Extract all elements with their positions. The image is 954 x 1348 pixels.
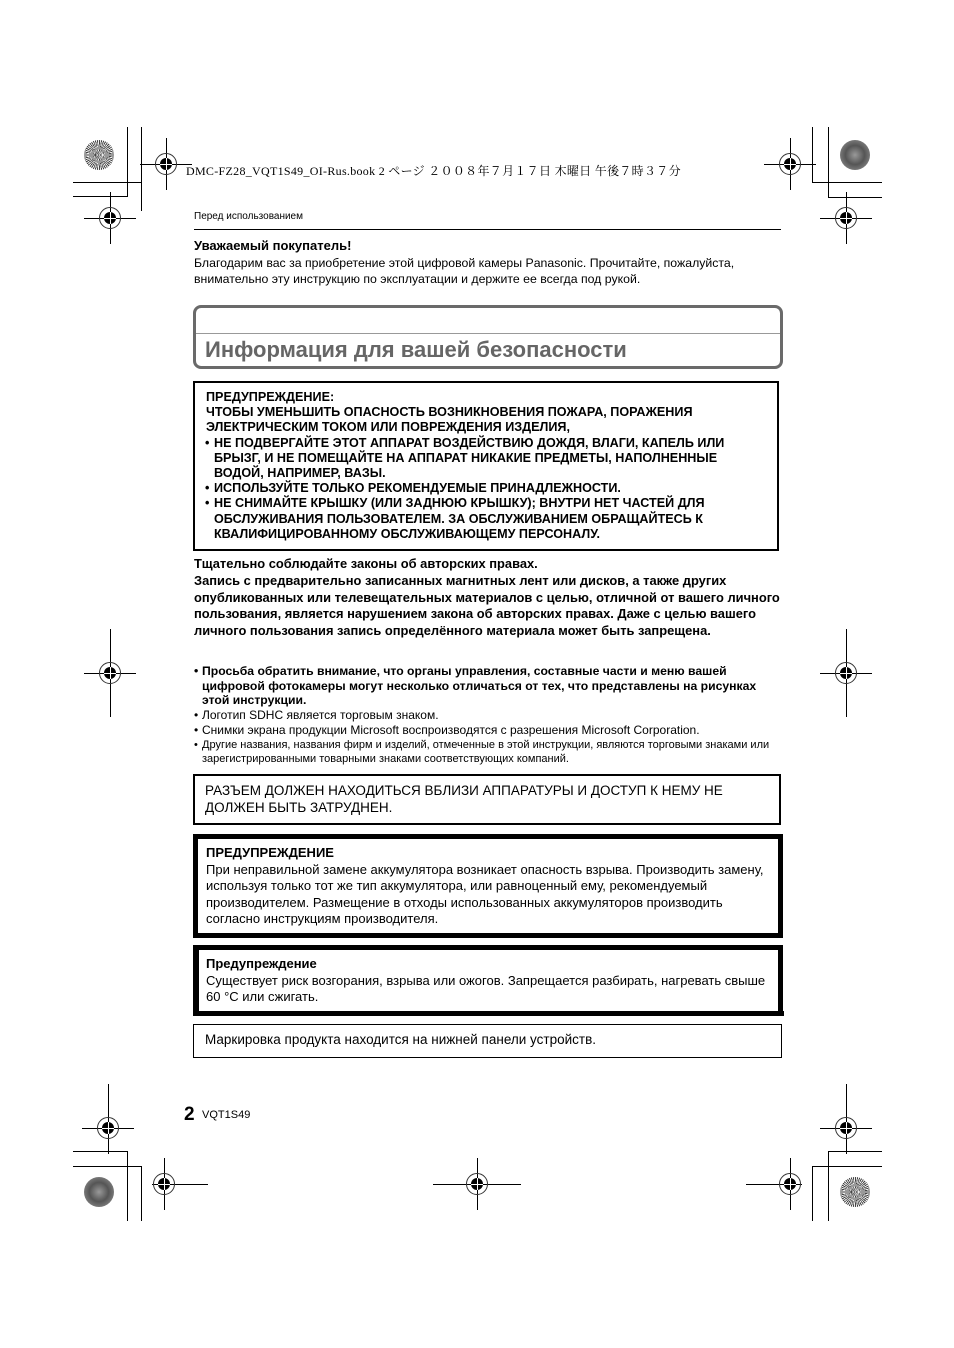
crop-line	[828, 127, 829, 197]
color-target-icon	[840, 1177, 870, 1207]
greeting-title: Уважаемый покупатель!	[194, 238, 352, 253]
crop-line	[73, 1151, 127, 1152]
crop-line	[73, 182, 142, 183]
warning-label: ПРЕДУПРЕЖДЕНИЕ:	[206, 390, 335, 404]
color-target-icon	[840, 140, 870, 170]
page-footer	[184, 1104, 250, 1126]
risk-warning-label: Предупреждение	[206, 956, 317, 971]
warning-item: • НЕ СНИМАЙТЕ КРЫШКУ (ИЛИ ЗАДНЮЮ КРЫШКУ); ВНУТРИ НЕТ ЧАСТЕЙ ДЛЯ ОБСЛУЖИВАНИЯ ПОЛЬЗОВАТЕЛЕМ. ЗА ОБСЛУЖИВАНИЕМ ОБРАЩАЙТЕСЬ К КВАЛИФИЦИРОВАННОМУ ОБСЛУЖИВАЮЩЕМУ ПЕРСОНАЛУ.	[206, 496, 767, 542]
notes-section	[194, 664, 784, 766]
risk-warning-box	[193, 945, 783, 1013]
doc-code: VQT1S49	[202, 1109, 251, 1121]
crop-line	[141, 127, 142, 211]
socket-notice-box: РАЗЪЕМ ДОЛЖЕН НАХОДИТЬСЯ ВБЛИЗИ АППАРАТУРЫ И ДОСТУП К НЕМУ НЕ ДОЛЖЕН БЫТЬ ЗАТРУДНЕН.	[193, 774, 781, 825]
crop-line	[828, 1151, 882, 1152]
page-number: 2	[184, 1104, 195, 1125]
crop-line	[127, 1151, 128, 1221]
risk-warning-body: Существует риск возгорания, взрыва или ожогов. Запрещается разбирать, нагревать свыше 60 °C или сжигать.	[206, 972, 766, 1004]
crop-line	[812, 127, 813, 182]
note-item: • Просьба обратить внимание, что органы управления, составные части и меню вашей цифровой фотокамеры могут несколько отличаться от тех, что представлены на рисунках этой инструкции.	[194, 664, 784, 708]
title-divider	[196, 333, 780, 334]
note-item: • Снимки экрана продукции Microsoft воспроизводятся с разрешения Microsoft Corporation.	[194, 723, 784, 738]
copyright-section	[194, 556, 784, 640]
crop-line	[127, 127, 128, 196]
crop-line	[828, 1151, 829, 1221]
color-target-icon	[84, 1177, 114, 1207]
color-target-icon	[84, 140, 114, 170]
header-rule	[194, 229, 781, 230]
page-title: Информация для вашей безопасности	[205, 337, 627, 362]
crop-line	[73, 1166, 142, 1167]
copyright-title: Тщательно соблюдайте законы об авторских правах.	[194, 556, 538, 571]
copyright-body: Запись с предварительно записанных магнитных лент или дисков, а также других опубликованных или телевещательных материалов с целью, отличной от вашего личного пользования, является нарушением закона об авторских правах. Даже с целью вашего личного пользования запись определённого материала может быть запрещена.	[194, 572, 780, 639]
crop-line	[141, 1166, 142, 1221]
print-slug: DMC-FZ28_VQT1S49_OI-Rus.book 2 ページ ２００８年７月１７日 木曜日 午後７時３７分	[186, 164, 681, 178]
battery-warning-label: ПРЕДУПРЕЖДЕНИЕ	[206, 845, 334, 860]
main-warning-box	[193, 381, 779, 551]
page-title-box	[193, 305, 783, 369]
battery-warning-body: При неправильной замене аккумулятора возникает опасность взрыва. Производить замену, используя только тот же тип аккумулятора, или равноценный ему, рекомендуемый производителем. Размещение в отходы использованных аккумуляторов производить согласно инструкциям производителя.	[206, 861, 764, 926]
warning-item: • ИСПОЛЬЗУЙТЕ ТОЛЬКО РЕКОМЕНДУЕМЫЕ ПРИНАДЛЕЖНОСТИ.	[206, 481, 767, 496]
crop-line	[812, 1166, 882, 1167]
note-item: • Логотип SDHC является торговым знаком.	[194, 708, 784, 723]
warning-list	[206, 436, 767, 542]
warning-intro: ЧТОБЫ УМЕНЬШИТЬ ОПАСНОСТЬ ВОЗНИКНОВЕНИЯ ПОЖАРА, ПОРАЖЕНИЯ ЭЛЕКТРИЧЕСКИМ ТОКОМ ИЛИ ПОВРЕЖДЕНИЯ ИЗДЕЛИЯ,	[206, 405, 693, 435]
marking-notice-box: Маркировка продукта находится на нижней панели устройств.	[193, 1024, 782, 1058]
crop-line	[828, 197, 882, 198]
warning-item: • НЕ ПОДВЕРГАЙТЕ ЭТОТ АППАРАТ ВОЗДЕЙСТВИЮ ДОЖДЯ, ВЛАГИ, КАПЕЛЬ ИЛИ БРЫЗГ, И НЕ ПОМЕЩАЙТЕ НА АППАРАТ НИКАКИЕ ПРЕДМЕТЫ, НАПОЛНЕННЫЕ ВОДОЙ, НАПРИМЕР, ВАЗЫ.	[206, 436, 767, 482]
crop-line	[812, 182, 882, 183]
section-header: Перед использованием	[194, 211, 303, 222]
greeting-body: Благодарим вас за приобретение этой цифровой камеры Panasonic. Прочитайте, пожалуйста, внимательно эту инструкцию по эксплуатации и держите ее всегда под рукой.	[194, 256, 735, 286]
crop-line	[812, 1166, 813, 1221]
note-item: • Другие названия, названия фирм и изделий, отмеченные в этой инструкции, являются торговыми знаками или зарегистрированными товарными знаками соответствующих компаний.	[194, 738, 784, 766]
notes-list	[194, 664, 784, 766]
risk-box-bottom-rule	[193, 1011, 784, 1016]
crop-line	[73, 196, 128, 197]
battery-warning-box	[193, 834, 783, 938]
